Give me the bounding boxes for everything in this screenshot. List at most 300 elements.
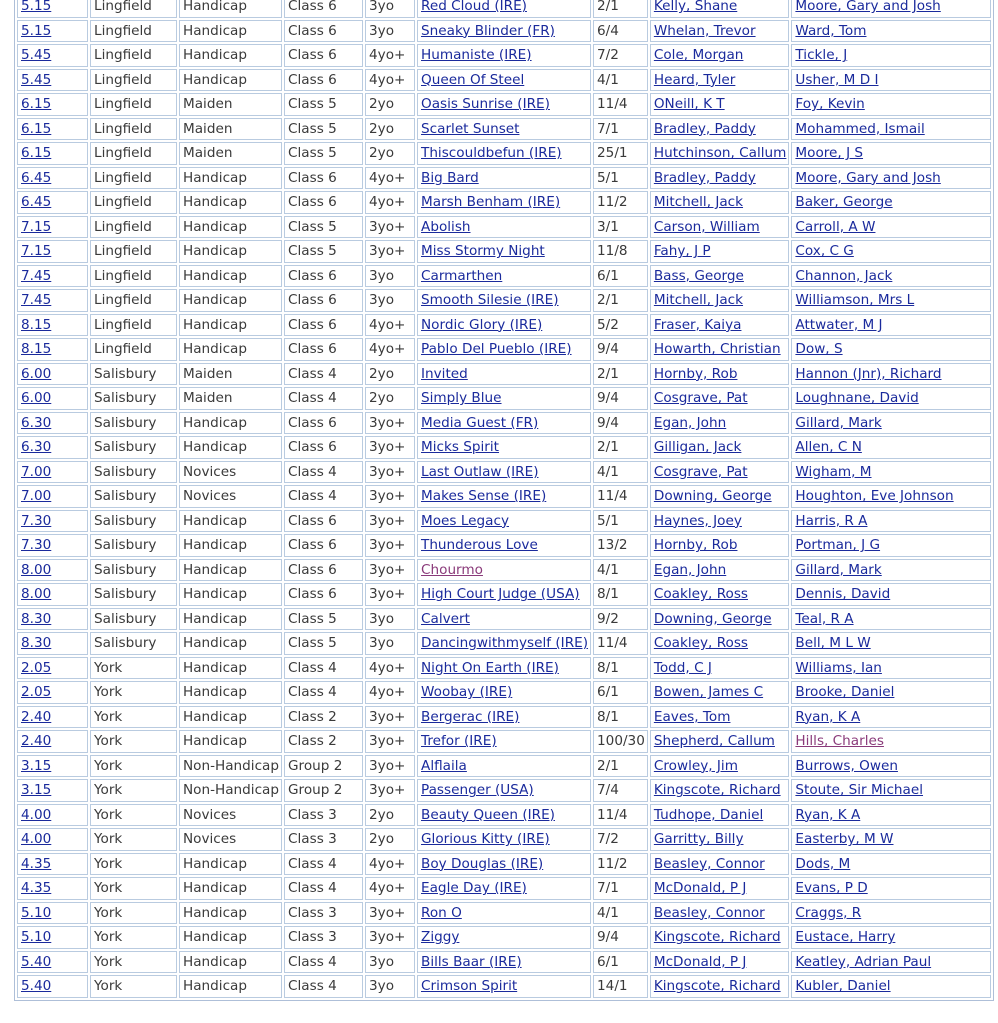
race-time-link[interactable]: 2.40 [21, 708, 52, 725]
jockey-link[interactable]: Bowen, James C [653, 684, 764, 701]
table-row [17, 461, 991, 484]
race-time-link[interactable]: 7.30 [21, 537, 52, 554]
horse-link[interactable]: Oasis Sunrise (IRE) [421, 96, 550, 113]
table-row [17, 44, 991, 67]
age-cell: 2yo [365, 387, 415, 410]
horse-link[interactable]: Abolish [421, 218, 471, 235]
race-time-link[interactable]: 2.05 [21, 684, 52, 701]
race-type-cell: Novices [179, 828, 282, 851]
time-cell [17, 20, 88, 43]
age-cell: 3yo+ [365, 583, 415, 606]
race-type-cell: Handicap [179, 265, 282, 288]
horse-link[interactable]: Invited [421, 365, 468, 382]
race-time-link[interactable]: 5.45 [21, 47, 52, 64]
race-type-cell: Handicap [179, 314, 282, 337]
horse-link[interactable]: Bergerac (IRE) [421, 708, 520, 725]
jockey-link[interactable]: Beasley, Connor [653, 904, 765, 921]
jockey-link[interactable]: Tudhope, Daniel [653, 806, 764, 823]
jockey-cell [650, 706, 790, 729]
race-time-link[interactable]: 6.30 [21, 439, 52, 456]
time-cell [17, 485, 88, 508]
jockey-link[interactable]: Bradley, Paddy [653, 169, 756, 186]
odds-cell: 2/1 [593, 0, 648, 18]
course-cell: Lingfield [90, 314, 177, 337]
race-time-link[interactable]: 5.40 [21, 978, 52, 995]
race-type-cell: Handicap [179, 951, 282, 974]
jockey-link[interactable]: Hornby, Rob [653, 365, 738, 382]
horse-cell [417, 657, 591, 680]
trainer-link[interactable]: Gillard, Mark [795, 561, 882, 578]
age-cell: 2yo [365, 363, 415, 386]
trainer-cell [791, 779, 991, 802]
trainer-link[interactable]: Loughnane, David [795, 390, 919, 407]
jockey-link[interactable]: Howarth, Christian [653, 341, 781, 358]
jockey-link[interactable]: Mitchell, Jack [653, 194, 744, 211]
race-time-link[interactable]: 8.30 [21, 610, 52, 627]
jockey-link[interactable]: Bass, George [653, 267, 744, 284]
race-class-cell: Class 6 [284, 559, 363, 582]
table-row [17, 975, 991, 998]
jockey-cell [650, 559, 790, 582]
race-type-cell: Handicap [179, 877, 282, 900]
jockey-link[interactable]: Shepherd, Callum [653, 733, 775, 750]
race-type-cell: Handicap [179, 853, 282, 876]
horse-link[interactable]: Marsh Benham (IRE) [421, 194, 561, 211]
trainer-cell [791, 167, 991, 190]
trainer-link[interactable]: Gillard, Mark [795, 414, 882, 431]
horse-link[interactable]: Nordic Glory (IRE) [421, 316, 543, 333]
horse-cell [417, 730, 591, 753]
odds-cell: 5/1 [593, 167, 648, 190]
jockey-link[interactable]: Crowley, Jim [653, 757, 738, 774]
horse-link[interactable]: Humaniste (IRE) [421, 47, 532, 64]
horse-cell [417, 804, 591, 827]
table-row [17, 0, 991, 18]
trainer-cell [791, 681, 991, 704]
race-time-link[interactable]: 8.00 [21, 561, 52, 578]
age-cell: 3yo [365, 975, 415, 998]
odds-cell: 8/1 [593, 583, 648, 606]
horse-link[interactable]: Alflaila [421, 757, 467, 774]
race-time-link[interactable]: 8.15 [21, 341, 52, 358]
race-time-link[interactable]: 6.45 [21, 169, 52, 186]
table-row [17, 926, 991, 949]
jockey-link[interactable]: McDonald, P J [653, 880, 747, 897]
course-cell: Salisbury [90, 485, 177, 508]
horse-link[interactable]: Dancingwithmyself (IRE) [421, 635, 589, 652]
race-time-link[interactable]: 6.45 [21, 194, 52, 211]
age-cell: 4yo+ [365, 681, 415, 704]
trainer-cell [791, 436, 991, 459]
jockey-link[interactable]: ONeill, K T [653, 96, 725, 113]
jockey-link[interactable]: Heard, Tyler [653, 71, 736, 88]
course-cell: York [90, 706, 177, 729]
jockey-cell [650, 118, 790, 141]
jockey-link[interactable]: Cole, Morgan [653, 47, 744, 64]
race-time-link[interactable]: 5.40 [21, 953, 52, 970]
trainer-link[interactable]: Stoute, Sir Michael [795, 782, 924, 799]
trainer-link[interactable]: Mohammed, Ismail [795, 120, 925, 137]
horse-link[interactable]: Sneaky Blinder (FR) [421, 22, 555, 39]
horse-link[interactable]: Pablo Del Pueblo (IRE) [421, 341, 572, 358]
trainer-link[interactable]: Tickle, J [795, 47, 848, 64]
race-time-link[interactable]: 5.10 [21, 929, 52, 946]
horse-cell [417, 951, 591, 974]
table-row [17, 583, 991, 606]
race-time-link[interactable]: 6.00 [21, 365, 52, 382]
race-time-link[interactable]: 4.00 [21, 831, 52, 848]
race-class-cell: Group 2 [284, 779, 363, 802]
time-cell [17, 902, 88, 925]
horse-link[interactable]: Boy Douglas (IRE) [421, 855, 544, 872]
table-row [17, 436, 991, 459]
jockey-link[interactable]: Garritty, Billy [653, 831, 744, 848]
trainer-link[interactable]: Ward, Tom [795, 22, 867, 39]
horse-link[interactable]: Bills Baar (IRE) [421, 953, 522, 970]
race-time-link[interactable]: 8.15 [21, 316, 52, 333]
table-row [17, 902, 991, 925]
jockey-link[interactable]: Downing, George [653, 488, 772, 505]
horse-link[interactable]: Micks Spirit [421, 439, 500, 456]
horse-link[interactable]: Eagle Day (IRE) [421, 880, 527, 897]
course-cell: Lingfield [90, 289, 177, 312]
trainer-link[interactable]: Easterby, M W [795, 831, 894, 848]
trainer-link[interactable]: Moore, Gary and Josh [795, 169, 941, 186]
trainer-link[interactable]: Channon, Jack [795, 267, 893, 284]
jockey-link[interactable]: Coakley, Ross [653, 586, 749, 603]
jockey-cell [650, 167, 790, 190]
trainer-link[interactable]: Attwater, M J [795, 316, 883, 333]
horse-link[interactable]: Queen Of Steel [421, 71, 525, 88]
horse-link[interactable]: Ziggy [421, 929, 460, 946]
trainer-cell [791, 632, 991, 655]
trainer-link[interactable]: Foy, Kevin [795, 96, 865, 113]
jockey-link[interactable]: Kingscote, Richard [653, 929, 781, 946]
time-cell [17, 412, 88, 435]
jockey-cell [650, 69, 790, 92]
age-cell: 3yo [365, 20, 415, 43]
trainer-link[interactable]: Craggs, R [795, 904, 862, 921]
trainer-link[interactable]: Eustace, Harry [795, 929, 896, 946]
race-time-link[interactable]: 7.15 [21, 218, 52, 235]
trainer-link[interactable]: Dow, S [795, 341, 843, 358]
trainer-cell [791, 240, 991, 263]
trainer-link[interactable]: Moore, Gary and Josh [795, 0, 941, 15]
race-time-link[interactable]: 2.05 [21, 659, 52, 676]
jockey-cell [650, 730, 790, 753]
race-time-link[interactable]: 7.15 [21, 243, 52, 260]
age-cell: 3yo+ [365, 779, 415, 802]
horse-cell [417, 363, 591, 386]
course-cell: York [90, 779, 177, 802]
race-class-cell: Class 3 [284, 902, 363, 925]
jockey-cell [650, 93, 790, 116]
odds-cell: 9/2 [593, 608, 648, 631]
course-cell: Salisbury [90, 632, 177, 655]
trainer-link[interactable]: Harris, R A [795, 512, 868, 529]
age-cell: 3yo+ [365, 510, 415, 533]
horse-link[interactable]: Crimson Spirit [421, 978, 518, 995]
trainer-link[interactable]: Houghton, Eve Johnson [795, 488, 954, 505]
race-time-link[interactable]: 4.35 [21, 880, 52, 897]
race-time-link[interactable]: 3.15 [21, 782, 52, 799]
course-cell: Lingfield [90, 93, 177, 116]
horse-link[interactable]: High Court Judge (USA) [421, 586, 580, 603]
trainer-link[interactable]: Teal, R A [795, 610, 854, 627]
age-cell: 3yo+ [365, 902, 415, 925]
horse-cell [417, 314, 591, 337]
horse-link[interactable]: Miss Stormy Night [421, 243, 545, 260]
horse-cell [417, 412, 591, 435]
race-type-cell: Handicap [179, 706, 282, 729]
jockey-cell [650, 44, 790, 67]
trainer-cell [791, 363, 991, 386]
horse-link[interactable]: Last Outlaw (IRE) [421, 463, 539, 480]
time-cell [17, 853, 88, 876]
jockey-link[interactable]: Egan, John [653, 414, 727, 431]
table-row [17, 730, 991, 753]
race-type-cell: Maiden [179, 363, 282, 386]
race-class-cell: Class 6 [284, 69, 363, 92]
odds-cell: 7/2 [593, 44, 648, 67]
race-type-cell: Handicap [179, 657, 282, 680]
horse-link[interactable]: Simply Blue [421, 390, 502, 407]
race-time-link[interactable]: 6.15 [21, 120, 52, 137]
race-time-link[interactable]: 5.10 [21, 904, 52, 921]
horse-cell [417, 0, 591, 18]
age-cell: 3yo+ [365, 755, 415, 778]
race-time-link[interactable]: 6.00 [21, 390, 52, 407]
jockey-link[interactable]: Kelly, Shane [653, 0, 738, 15]
table-row [17, 534, 991, 557]
horse-link[interactable]: Thunderous Love [421, 537, 538, 554]
race-class-cell: Class 5 [284, 632, 363, 655]
jockey-link[interactable]: Cosgrave, Pat [653, 463, 748, 480]
jockey-cell [650, 632, 790, 655]
jockey-link[interactable]: Downing, George [653, 610, 772, 627]
trainer-link[interactable]: Allen, C N [795, 439, 862, 456]
trainer-link[interactable]: Keatley, Adrian Paul [795, 953, 932, 970]
jockey-cell [650, 779, 790, 802]
trainer-link[interactable]: Brooke, Daniel [795, 684, 895, 701]
horse-link[interactable]: Chourmo [421, 561, 483, 578]
race-class-cell: Class 6 [284, 412, 363, 435]
trainer-link[interactable]: Hannon (Jnr), Richard [795, 365, 942, 382]
trainer-link[interactable]: Ryan, K A [795, 708, 861, 725]
race-time-link[interactable]: 2.40 [21, 733, 52, 750]
trainer-link[interactable]: Burrows, Owen [795, 757, 898, 774]
odds-cell: 11/4 [593, 485, 648, 508]
odds-cell: 6/4 [593, 20, 648, 43]
jockey-cell [650, 363, 790, 386]
jockey-cell [650, 583, 790, 606]
race-time-link[interactable]: 4.35 [21, 855, 52, 872]
race-time-link[interactable]: 5.15 [21, 0, 52, 15]
race-time-link[interactable]: 6.15 [21, 96, 52, 113]
race-type-cell: Handicap [179, 681, 282, 704]
jockey-link[interactable]: Gilligan, Jack [653, 439, 742, 456]
time-cell [17, 216, 88, 239]
trainer-cell [791, 69, 991, 92]
age-cell: 2yo [365, 804, 415, 827]
course-cell: Lingfield [90, 142, 177, 165]
race-time-link[interactable]: 7.45 [21, 292, 52, 309]
jockey-cell [650, 485, 790, 508]
race-time-link[interactable]: 4.00 [21, 806, 52, 823]
jockey-link[interactable]: Mitchell, Jack [653, 292, 744, 309]
trainer-link[interactable]: Dods, M [795, 855, 851, 872]
horse-cell [417, 265, 591, 288]
race-class-cell: Class 5 [284, 240, 363, 263]
jockey-cell [650, 877, 790, 900]
horse-link[interactable]: Night On Earth (IRE) [421, 659, 559, 676]
table-row [17, 167, 991, 190]
horse-link[interactable]: Thiscouldbefun (IRE) [421, 145, 562, 162]
trainer-link[interactable]: Ryan, K A [795, 806, 861, 823]
trainer-link[interactable]: Baker, George [795, 194, 893, 211]
trainer-link[interactable]: Williams, Ian [795, 659, 882, 676]
horse-link[interactable]: Trefor (IRE) [421, 733, 497, 750]
jockey-link[interactable]: Hornby, Rob [653, 537, 738, 554]
jockey-link[interactable]: Whelan, Trevor [653, 22, 756, 39]
horse-link[interactable]: Woobay (IRE) [421, 684, 513, 701]
race-time-link[interactable]: 6.30 [21, 414, 52, 431]
odds-cell: 6/1 [593, 265, 648, 288]
trainer-link[interactable]: Williamson, Mrs L [795, 292, 915, 309]
race-type-cell: Handicap [179, 167, 282, 190]
race-type-cell: Novices [179, 804, 282, 827]
odds-cell: 14/1 [593, 975, 648, 998]
horse-link[interactable]: Smooth Silesie (IRE) [421, 292, 559, 309]
race-time-link[interactable]: 7.00 [21, 488, 52, 505]
jockey-link[interactable]: Carson, William [653, 218, 760, 235]
jockey-link[interactable]: Fraser, Kaiya [653, 316, 742, 333]
jockey-link[interactable]: Bradley, Paddy [653, 120, 756, 137]
course-cell: Lingfield [90, 338, 177, 361]
jockey-link[interactable]: McDonald, P J [653, 953, 747, 970]
horse-link[interactable]: Ron O [421, 904, 462, 921]
race-time-link[interactable]: 7.45 [21, 267, 52, 284]
race-time-link[interactable]: 5.15 [21, 22, 52, 39]
table-row [17, 779, 991, 802]
horse-link[interactable]: Passenger (USA) [421, 782, 534, 799]
jockey-link[interactable]: Beasley, Connor [653, 855, 765, 872]
race-time-link[interactable]: 8.30 [21, 635, 52, 652]
horse-link[interactable]: Big Bard [421, 169, 479, 186]
trainer-link[interactable]: Bell, M L W [795, 635, 871, 652]
time-cell [17, 314, 88, 337]
horse-cell [417, 926, 591, 949]
horse-link[interactable]: Calvert [421, 610, 470, 627]
odds-cell: 11/2 [593, 853, 648, 876]
course-cell: Salisbury [90, 559, 177, 582]
horse-link[interactable]: Glorious Kitty (IRE) [421, 831, 550, 848]
jockey-link[interactable]: Hutchinson, Callum [653, 145, 787, 162]
odds-cell: 5/2 [593, 314, 648, 337]
age-cell: 2yo [365, 828, 415, 851]
jockey-link[interactable]: Todd, C J [653, 659, 712, 676]
horse-link[interactable]: Red Cloud (IRE) [421, 0, 527, 15]
trainer-link[interactable]: Usher, M D I [795, 71, 879, 88]
course-cell: York [90, 804, 177, 827]
trainer-link[interactable]: Moore, J S [795, 145, 864, 162]
race-time-link[interactable]: 7.00 [21, 463, 52, 480]
time-cell [17, 240, 88, 263]
odds-cell: 4/1 [593, 461, 648, 484]
horse-link[interactable]: Beauty Queen (IRE) [421, 806, 555, 823]
horse-link[interactable]: Carmarthen [421, 267, 503, 284]
jockey-cell [650, 314, 790, 337]
jockey-link[interactable]: Eaves, Tom [653, 708, 731, 725]
trainer-link[interactable]: Wigham, M [795, 463, 872, 480]
horse-cell [417, 534, 591, 557]
race-time-link[interactable]: 8.00 [21, 586, 52, 603]
horse-link[interactable]: Moes Legacy [421, 512, 510, 529]
horse-link[interactable]: Makes Sense (IRE) [421, 488, 547, 505]
odds-cell: 9/4 [593, 387, 648, 410]
jockey-cell [650, 853, 790, 876]
time-cell [17, 755, 88, 778]
course-cell: Salisbury [90, 412, 177, 435]
horse-cell [417, 20, 591, 43]
horse-link[interactable]: Media Guest (FR) [421, 414, 539, 431]
horse-cell [417, 608, 591, 631]
jockey-link[interactable]: Coakley, Ross [653, 635, 749, 652]
time-cell [17, 730, 88, 753]
trainer-cell [791, 314, 991, 337]
age-cell: 3yo [365, 632, 415, 655]
jockey-link[interactable]: Fahy, J P [653, 243, 711, 260]
jockey-cell [650, 975, 790, 998]
race-time-link[interactable]: 5.45 [21, 71, 52, 88]
jockey-link[interactable]: Egan, John [653, 561, 727, 578]
jockey-link[interactable]: Haynes, Joey [653, 512, 742, 529]
time-cell [17, 363, 88, 386]
trainer-link[interactable]: Dennis, David [795, 586, 891, 603]
trainer-link[interactable]: Hills, Charles [795, 733, 884, 750]
trainer-cell [791, 608, 991, 631]
odds-cell: 5/1 [593, 510, 648, 533]
age-cell: 4yo+ [365, 877, 415, 900]
jockey-link[interactable]: Cosgrave, Pat [653, 390, 748, 407]
horse-cell [417, 436, 591, 459]
odds-cell: 11/2 [593, 191, 648, 214]
race-time-link[interactable]: 6.15 [21, 145, 52, 162]
trainer-link[interactable]: Evans, P D [795, 880, 868, 897]
age-cell: 3yo [365, 289, 415, 312]
horse-link[interactable]: Scarlet Sunset [421, 120, 520, 137]
time-cell [17, 828, 88, 851]
trainer-link[interactable]: Carroll, A W [795, 218, 876, 235]
trainer-link[interactable]: Cox, C G [795, 243, 854, 260]
jockey-link[interactable]: Kingscote, Richard [653, 782, 781, 799]
age-cell: 2yo [365, 118, 415, 141]
course-cell: Salisbury [90, 583, 177, 606]
race-class-cell: Class 6 [284, 436, 363, 459]
table-row [17, 706, 991, 729]
race-time-link[interactable]: 3.15 [21, 757, 52, 774]
time-cell [17, 583, 88, 606]
jockey-link[interactable]: Kingscote, Richard [653, 978, 781, 995]
race-time-link[interactable]: 7.30 [21, 512, 52, 529]
horse-cell [417, 681, 591, 704]
trainer-link[interactable]: Kubler, Daniel [795, 978, 891, 995]
race-type-cell: Handicap [179, 436, 282, 459]
trainer-link[interactable]: Portman, J G [795, 537, 881, 554]
table-row [17, 289, 991, 312]
time-cell [17, 510, 88, 533]
table-row [17, 412, 991, 435]
